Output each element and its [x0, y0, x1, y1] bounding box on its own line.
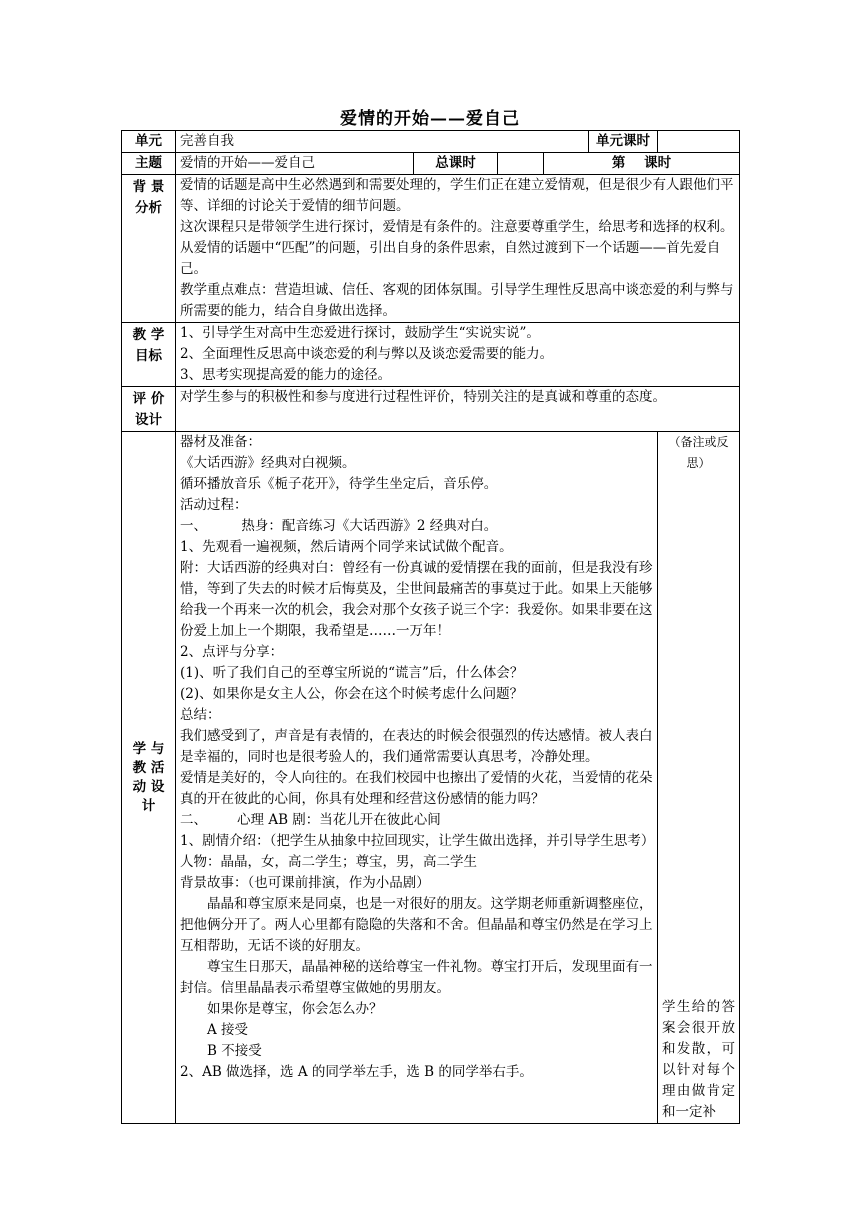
row-topic [122, 153, 740, 175]
row-unit [122, 131, 740, 153]
row-activities [122, 432, 740, 1124]
activity-line: 《大话西游》经典对白视频。 [180, 455, 356, 471]
background-label [122, 175, 176, 323]
document-title: 爱情的开始——爱自己 [340, 109, 520, 129]
goals-label-line2: 目标 [135, 348, 162, 364]
activity-lines [180, 432, 653, 1083]
activities-label-line: 教 活 [132, 759, 165, 776]
lesson-number-label: 第 课时 [544, 153, 740, 175]
goal-item: 2、全面理性反思高中谈恋爱的利与弊以及谈恋爱需要的能力。 [180, 346, 554, 362]
total-hours-value [498, 153, 544, 175]
activity-line: 如果你是尊宝，你会怎么办？ [207, 1001, 383, 1017]
activity-line: A 接受 [207, 1022, 249, 1038]
activity-line: 活动过程： [180, 497, 248, 513]
evaluation-label-line1: 评 价 [132, 391, 165, 407]
evaluation-label-line2: 设计 [135, 412, 162, 428]
remarks-heading: （备注或反思） [668, 435, 729, 470]
evaluation-content: 对学生参与的积极性和参与度进行过程性评价，特别关注的是真诚和尊重的态度。 [176, 387, 740, 432]
activity-line: 晶晶和尊宝原来是同桌，也是一对很好的朋友。这学期老师重新调整座位，把他俩分开了。两人心里都有隐隐的失落和不舍。但晶晶和尊宝仍然是在学习上互相帮助，无话不谈的好朋友。 [180, 896, 653, 954]
activities-label [122, 432, 176, 1124]
activity-line: 器材及准备： [180, 434, 261, 450]
unit-hours-label: 单元课时 [589, 131, 658, 153]
activity-line: 尊宝生日那天，晶晶神秘的送给尊宝一件礼物。尊宝打开后，发现里面有一封信。信里晶晶表示希望尊宝做她的男朋友。 [180, 959, 653, 996]
background-label-line1: 背 景 [132, 179, 165, 195]
row-goals [122, 323, 740, 387]
activity-line: 背景故事：（也可课前排演，作为小品剧） [180, 875, 430, 891]
activity-line: 2、AB 做选择，选 A 的同学举左手，选 B 的同学举右手。 [180, 1064, 533, 1080]
lesson-plan-table [121, 130, 740, 1124]
row-background [122, 175, 740, 323]
activity-line: 二、 心理 AB 剧：当花儿开在彼此心间 [180, 812, 441, 828]
activities-label-line: 动 设 [132, 778, 165, 795]
unit-value: 完善自我 [176, 131, 589, 153]
goals-label [122, 323, 176, 387]
remarks-column [658, 432, 740, 1124]
activity-line: 2、点评与分享： [180, 644, 284, 660]
activity-line: 爱情是美好的，令人向往的。在我们校园中也擦出了爱情的火花，当爱情的花朵真的开在彼此的心间，你具有处理和经营这份感情的能力吗？ [180, 770, 653, 807]
activity-line: (1)、听了我们自己的至尊宝所说的“谎言”后，什么体会？ [180, 665, 524, 681]
unit-label: 单元 [122, 131, 176, 153]
evaluation-label [122, 387, 176, 432]
background-paragraph: 爱情的话题是高中生必然遇到和需要处理的，学生们正在建立爱情观，但是很少有人跟他们平等、详细的讨论关于爱情的细节问题。 [180, 177, 734, 214]
activities-label-line: 学 与 [132, 740, 165, 757]
activity-line: (2)、如果你是女主人公，你会在这个时候考虑什么问题？ [180, 686, 524, 702]
activity-line: 我们感受到了，声音是有表情的，在表达的时候会很强烈的传达感情。被人表白是幸福的，同时也是很考验人的，我们通常需要认真思考，冷静处理。 [180, 728, 653, 765]
activity-line: 人物：晶晶，女，高二学生；尊宝，男，高二学生 [180, 854, 477, 870]
activity-line: B 不接受 [207, 1043, 262, 1059]
activities-content [176, 432, 658, 1124]
activity-line: 循环播放音乐《栀子花开》，待学生坐定后，音乐停。 [180, 476, 498, 492]
goals-content [176, 323, 740, 387]
background-paragraph: 教学重点难点：营造坦诚、信任、客观的团体氛围。引导学生理性反思高中谈恋爱的利与弊与所需要的能力，结合自身做出选择。 [180, 282, 734, 319]
unit-hours-value [658, 131, 740, 153]
activity-line: 1、先观看一遍视频，然后请两个同学来试试做个配音。 [180, 539, 513, 555]
topic-value: 爱情的开始——爱自己 [176, 153, 414, 175]
goal-item: 1、引导学生对高中生恋爱进行探讨，鼓励学生“实说实说”。 [180, 325, 540, 341]
activity-line: 附：大话西游的经典对白：曾经有一份真诚的爱情摆在我的面前，但是我没有珍惜，等到了失去的时候才后悔莫及，尘世间最痛苦的事莫过于此。如果上天能够给我一个再来一次的机会，我会对那个女孩子说三个字：我爱你。如果非要在这份爱上加上一个期限，我希望是……一万年！ [180, 560, 653, 639]
background-content [176, 175, 740, 323]
background-label-line2: 分析 [135, 200, 162, 216]
remarks-text: 学生给的答案会很开放和发散，可以针对每个理由做肯定和一定补 [662, 999, 735, 1120]
background-paragraph: 这次课程只是带领学生进行探讨，爱情是有条件的。注意要尊重学生，给思考和选择的权利。从爱情的话题中“匹配”的问题，引出自身的条件思索，自然过渡到下一个话题——首先爱自己。 [180, 219, 734, 277]
topic-label: 主题 [122, 153, 176, 175]
activities-label-line: 计 [141, 797, 156, 814]
row-evaluation [122, 387, 740, 432]
activity-line: 一、 热身：配音练习《大话西游》2 经典对白。 [180, 518, 498, 534]
total-hours-label: 总课时 [414, 153, 498, 175]
activity-line: 1、剧情介绍：（把学生从抽象中拉回现实，让学生做出选择，并引导学生思考） [180, 833, 655, 849]
goal-item: 3、思考实现提高爱的能力的途径。 [180, 367, 392, 383]
activity-line: 总结： [180, 707, 221, 723]
goals-label-line1: 教 学 [132, 327, 165, 343]
